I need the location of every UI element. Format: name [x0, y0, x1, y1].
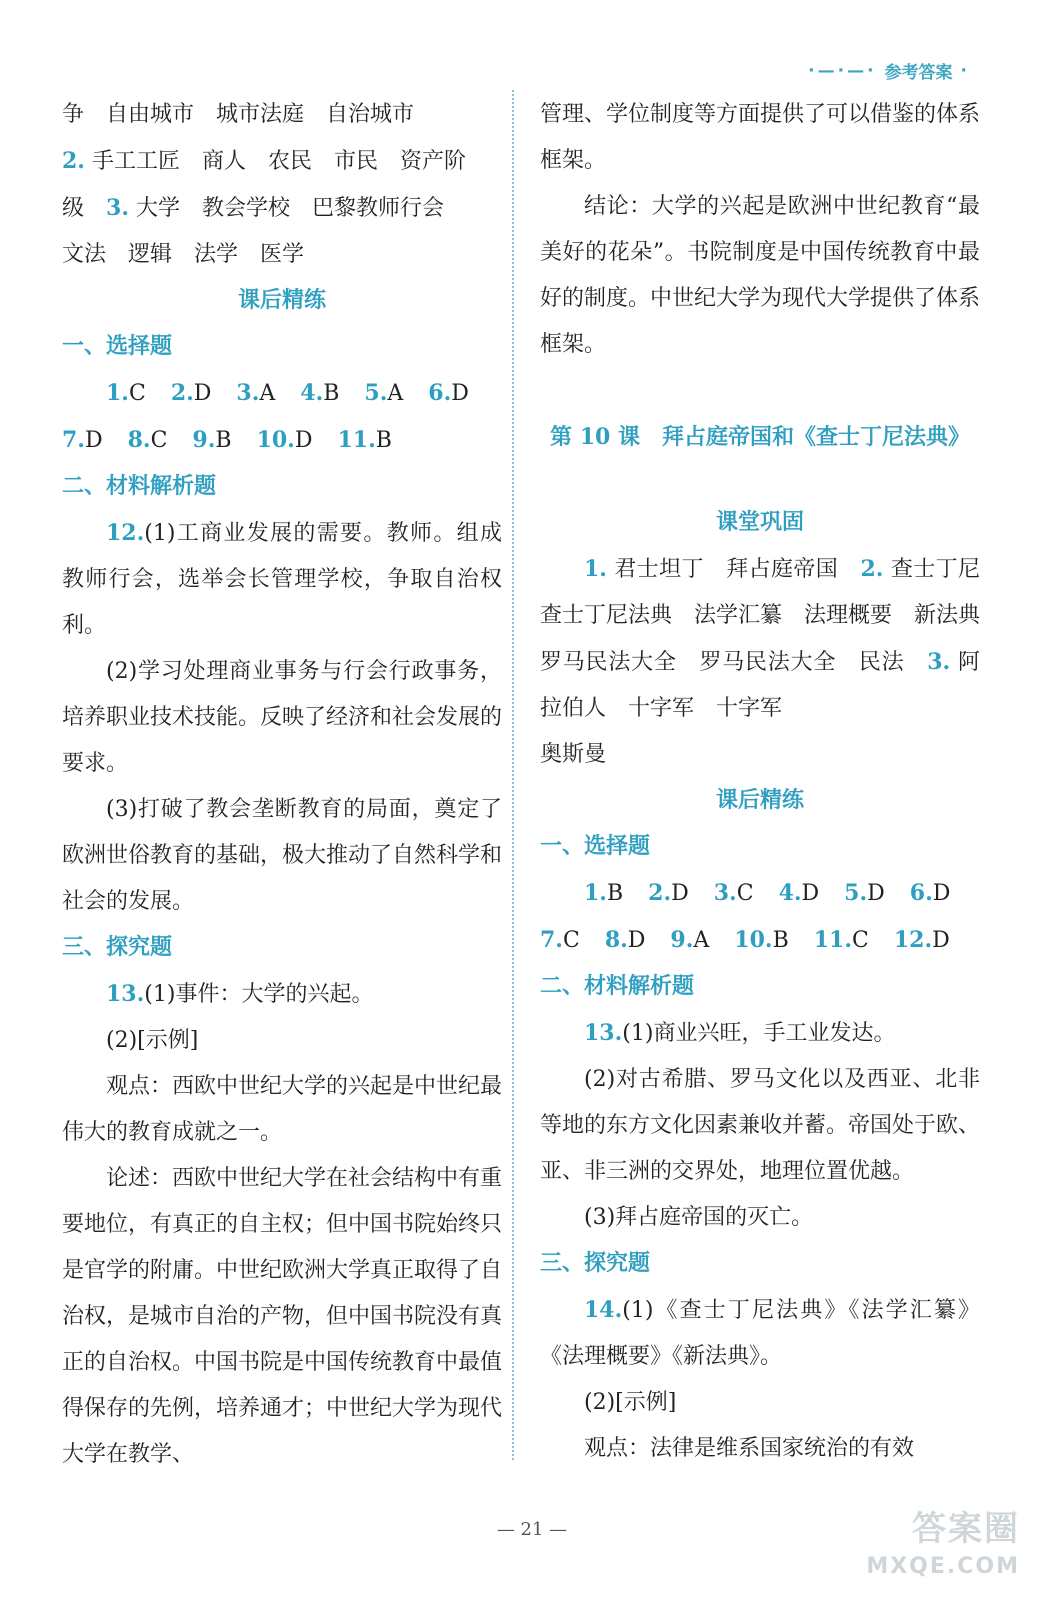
mc-answers-row: 1.C 2.D 3.A 4.B 5.A 6.D — [106, 380, 469, 406]
answer-paragraph: 1. 君士坦丁 拜占庭帝国 2. 查士丁尼 查士丁尼法典 法学汇纂 法理概要 新法典 罗马民法大全 罗马民法大全 民法 3. 阿拉伯人 十字军 十字军 — [540, 556, 1003, 721]
decorative-dots: ·—·—· — [808, 60, 877, 81]
page-number: — 21 — — [496, 1519, 568, 1540]
answer-paragraph: 结论：大学的兴起是欧洲中世纪教育“最美好的花朵”。书院制度是中国传统教育中最好的制度。中世纪大学为现代大学提供了体系框架。 — [540, 194, 981, 357]
mc-answers-row: 7.D 8.C 9.B 10.D 11.B — [62, 427, 392, 453]
answer-line: 争 自由城市 城市法庭 自治城市 — [62, 102, 415, 127]
answer-paragraph: (2)对古希腊、罗马文化以及西亚、北非等地的东方文化因素兼收并蓄。帝国处于欧、亚、非三洲的交界处，地理位置优越。 — [540, 1067, 981, 1184]
answer-paragraph: (2)学习处理商业事务与行会行政事务，培养职业技术技能。反映了经济和社会发展的要求。 — [62, 659, 503, 776]
section-heading: 一、选择题 — [540, 834, 651, 859]
answer-line: 级 3. 大学 教会学校 巴黎教师行会 — [62, 195, 444, 221]
section-heading: 二、材料解析题 — [540, 974, 695, 999]
left-column — [62, 92, 502, 1478]
answer-paragraph: 观点：西欧中世纪大学的兴起是中世纪最伟大的教育成就之一。 — [62, 1074, 503, 1145]
decorative-dots: · — [960, 60, 970, 81]
answer-line: 文法 逻辑 法学 医学 — [62, 242, 305, 267]
section-heading: 三、探究题 — [62, 935, 173, 960]
answer-line: 奥斯曼 — [540, 742, 607, 767]
answer-paragraph: 论述：西欧中世纪大学在社会结构中有重要地位，有真正的自主权；但中国书院始终只是官学的附庸。中世纪欧洲大学真正取得了自治权，是城市自治的产物，但中国书院没有真正的自治权。中国书院是中国传统教育中最值得保存的先例，培养通才；中世纪大学为现代大学在教学、 — [62, 1166, 503, 1467]
section-heading: 三、探究题 — [540, 1251, 651, 1276]
answer-paragraph: (3)拜占庭帝国的灭亡。 — [584, 1205, 814, 1230]
answer-line: 2. 手工工匠 商人 农民 市民 资产阶 — [62, 148, 466, 174]
answer-paragraph: 管理、学位制度等方面提供了可以借鉴的体系框架。 — [540, 102, 981, 173]
practice-heading: 课后精练 — [237, 288, 326, 313]
answer-paragraph: 13.(1)商业兴旺，手工业发达。 — [584, 1020, 896, 1046]
section-tag-label: 参考答案 — [884, 63, 953, 83]
answer-paragraph: (2)[示例] — [584, 1390, 677, 1415]
mc-answers-row: 1.B 2.D 3.C 4.D 5.D 6.D — [584, 880, 951, 906]
lesson-title: 第 10 课 拜占庭帝国和《查士丁尼法典》 — [550, 424, 970, 450]
answer-paragraph: (3)打破了教会垄断教育的局面，奠定了欧洲世俗教育的基础，极大推动了自然科学和社会的发展。 — [62, 797, 503, 914]
class-heading: 课堂巩固 — [715, 510, 804, 535]
answer-paragraph: (2)[示例] — [106, 1028, 199, 1053]
section-heading: 二、材料解析题 — [62, 474, 217, 499]
mc-answers-row: 7.C 8.D 9.A 10.B 11.C 12.D — [540, 927, 950, 953]
answer-paragraph: 12.(1)工商业发展的需要。教师。组成教师行会，选举会长管理学校，争取自治权利。 — [62, 520, 502, 638]
answer-paragraph: 13.(1)事件：大学的兴起。 — [106, 981, 374, 1007]
answer-paragraph: 观点：法律是维系国家统治的有效 — [584, 1436, 915, 1461]
section-heading: 一、选择题 — [62, 334, 173, 359]
answer-paragraph: 14.(1)《查士丁尼法典》《法学汇纂》《法理概要》《新法典》。 — [540, 1297, 980, 1369]
practice-heading: 课后精练 — [715, 788, 804, 813]
right-column — [540, 92, 1003, 1472]
section-tag — [808, 58, 970, 83]
watermark-logo: 答案圈 MXQE.COM — [866, 1509, 1020, 1579]
column-divider — [512, 90, 514, 1460]
